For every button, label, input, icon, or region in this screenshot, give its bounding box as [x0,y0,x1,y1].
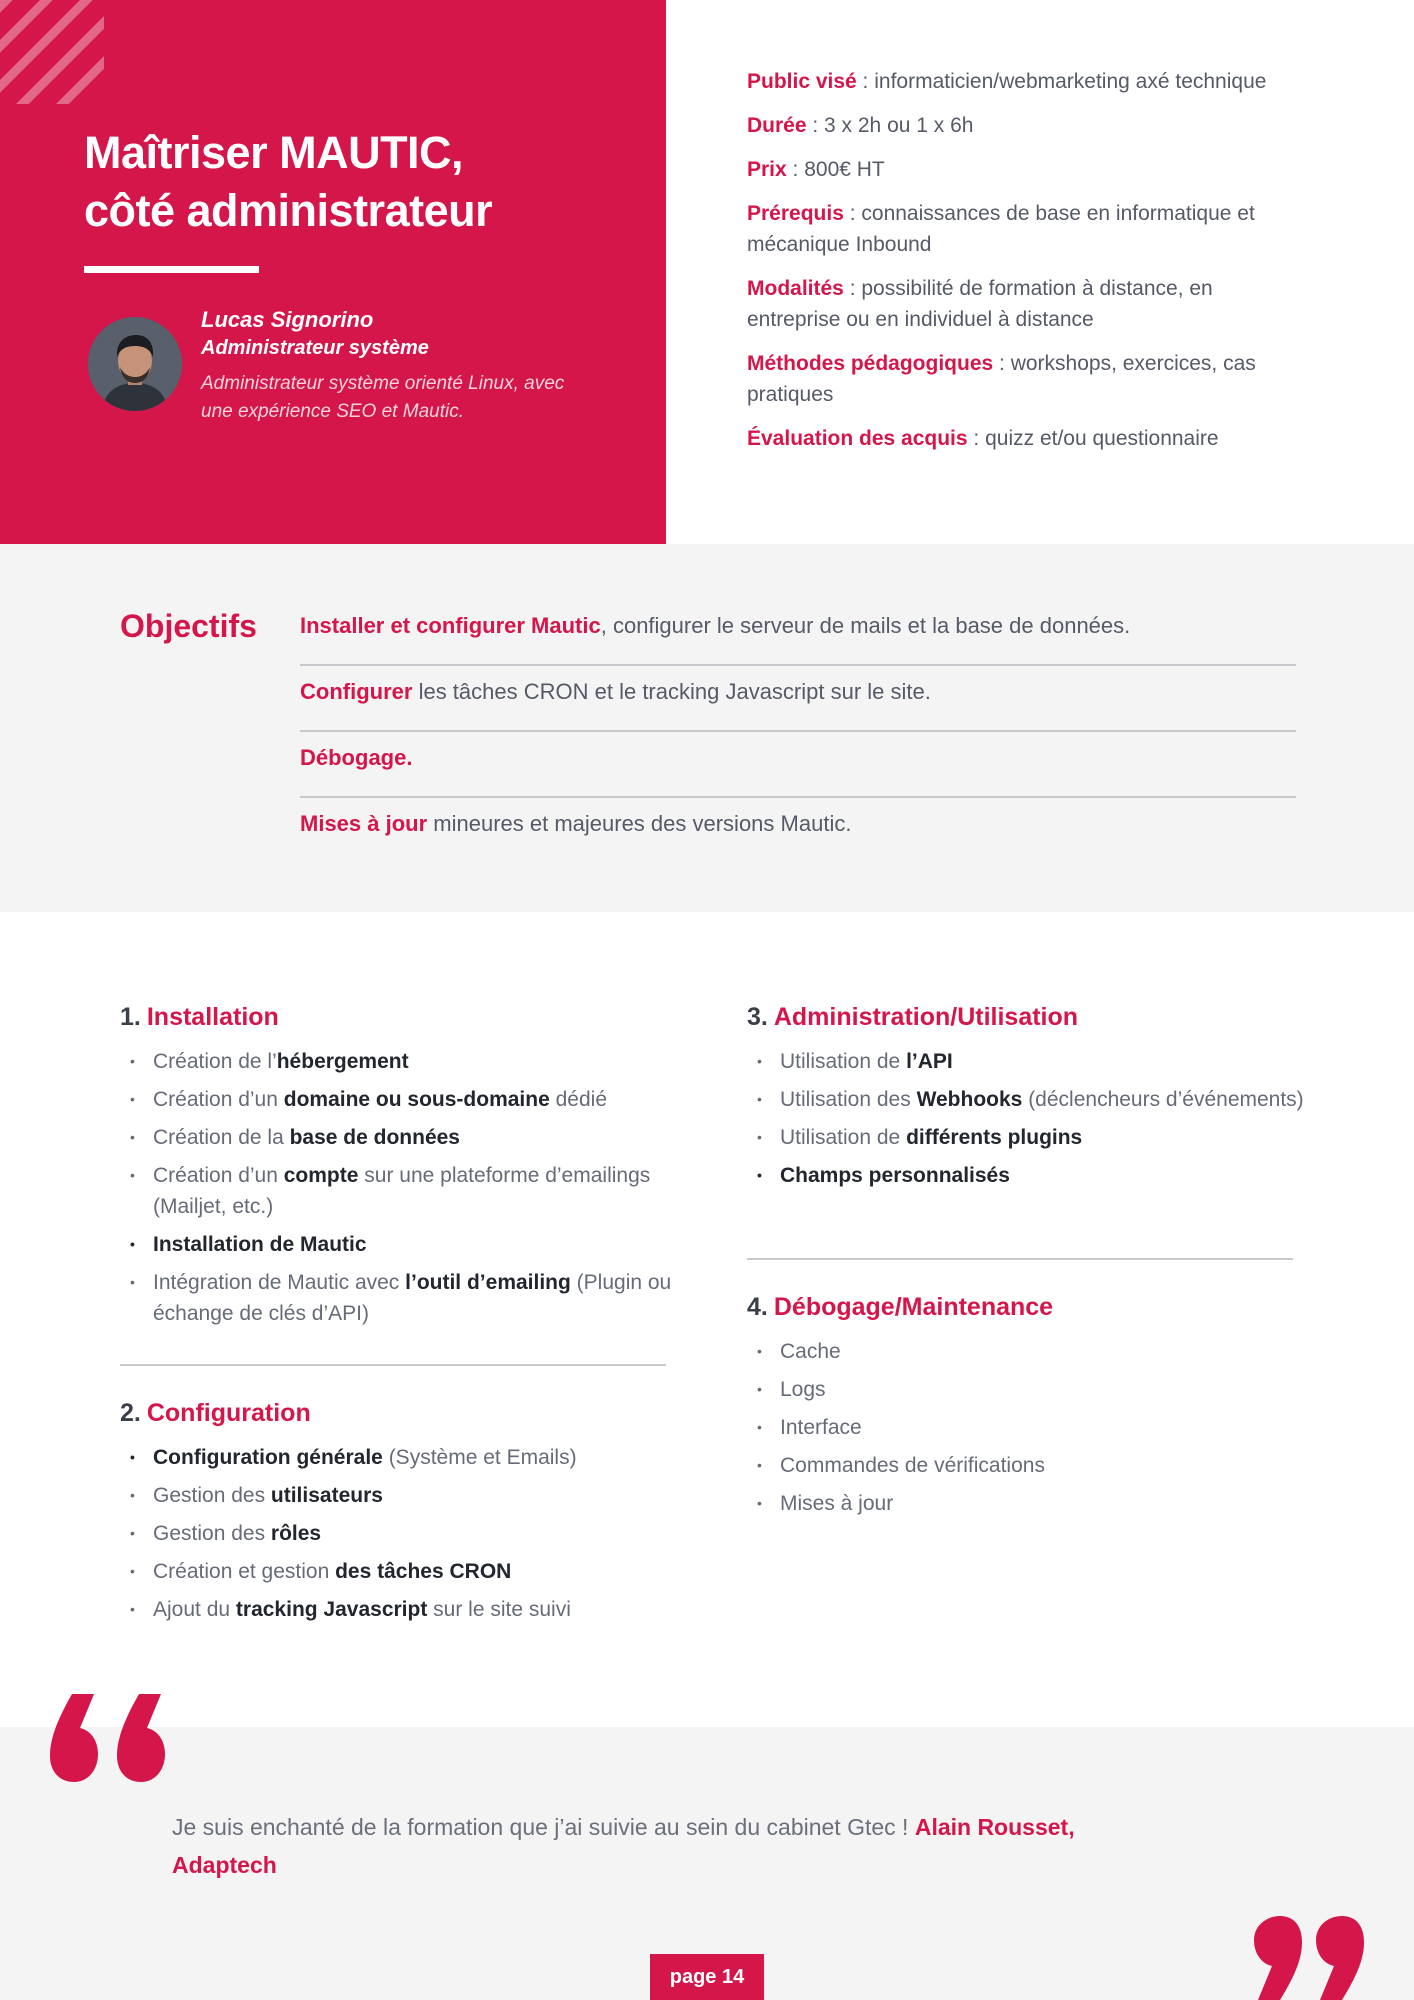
configuration-list [120,1442,680,1625]
installation-list [120,1046,680,1329]
list-item: • Création de la base de données [120,1122,680,1153]
list-item: • Mises à jour [747,1488,1307,1519]
list-item: • Commandes de vérifications [747,1450,1307,1481]
header-panel [0,0,666,544]
objectives-section [0,544,1414,912]
objective-item: Mises à jour mineures et majeures des versions Mautic. [300,811,852,836]
list-item: • Utilisation des Webhooks (déclencheurs d’événements) [747,1084,1307,1115]
list-item: • Installation de Mautic [120,1229,680,1260]
section-debogage [747,1290,1307,1526]
info-methodes: Méthodes pédagogiques : workshops, exercices, cas pratiques [747,352,1256,406]
section-divider [747,1258,1293,1260]
course-info [747,66,1307,467]
list-item: • Interface [747,1412,1307,1443]
section-heading: 4. Débogage/Maintenance [747,1293,1054,1321]
page-title [84,124,624,240]
testimonial-text: Je suis enchanté de la formation que j’ai suivie au sein du cabinet Gtec ! [172,1814,915,1840]
administration-list [747,1046,1307,1191]
quote-open-icon [50,1694,165,1784]
list-item: • Utilisation de différents plugins [747,1122,1307,1153]
info-modalites: Modalités : possibilité de formation à distance, en entreprise ou en individuel à distance [747,277,1213,331]
author-avatar [88,317,182,411]
testimonial-quote [172,1808,1132,1884]
author-role: Administrateur système [201,337,429,359]
section-heading: 3. Administration/Utilisation [747,1003,1079,1031]
list-item: • Création d’un compte sur une plateforme d’emailings (Mailjet, etc.) [120,1160,680,1222]
title-line-1: Maîtriser MAUTIC, [84,127,464,178]
list-item: • Gestion des utilisateurs [120,1480,680,1511]
objectives-title: Objectifs [120,608,257,644]
list-item: • Champs personnalisés [747,1160,1307,1191]
author-name: Lucas Signorino [201,307,374,332]
info-public: Public visé : informaticien/webmarketing axé technique [747,70,1267,93]
objective-item: Configurer les tâches CRON et le tracking Javascript sur le site. [300,666,1296,732]
objective-item: Débogage. [300,732,1296,798]
list-item: • Logs [747,1374,1307,1405]
quote-close-icon [1254,1916,1364,2000]
info-evaluation: Évaluation des acquis : quizz et/ou questionnaire [747,427,1219,450]
section-administration [747,1000,1307,1198]
section-configuration [120,1396,680,1632]
section-installation [120,1000,680,1336]
info-prerequis: Prérequis : connaissances de base en informatique et mécanique Inbound [747,202,1255,256]
list-item: • Configuration générale (Système et Emails) [120,1442,680,1473]
section-divider [120,1364,666,1366]
section-heading: 1. Installation [120,1003,279,1031]
objectives-list [300,600,1296,864]
objective-item: Installer et configurer Mautic, configurer le serveur de mails et la base de données. [300,600,1296,666]
list-item: • Création et gestion des tâches CRON [120,1556,680,1587]
list-item: • Intégration de Mautic avec l’outil d’emailing (Plugin ou échange de clés d’API) [120,1267,680,1329]
testimonial-author: Alain Rousset, Adaptech [172,1814,1075,1878]
section-heading: 2. Configuration [120,1399,311,1427]
list-item: • Cache [747,1336,1307,1367]
person-icon [88,317,182,411]
list-item: • Création d’un domaine ou sous-domaine dédié [120,1084,680,1115]
title-underline [84,266,259,273]
list-item: • Gestion des rôles [120,1518,680,1549]
title-line-2: côté administrateur [84,185,493,236]
page-number: page 14 [650,1954,764,2000]
info-prix: Prix : 800€ HT [747,158,885,181]
author-description: Administrateur système orienté Linux, avec une expérience SEO et Mautic. [201,373,565,422]
list-item: • Création de l’hébergement [120,1046,680,1077]
debogage-list [747,1336,1307,1519]
list-item: • Ajout du tracking Javascript sur le site suivi [120,1594,680,1625]
list-item: • Utilisation de l’API [747,1046,1307,1077]
info-duree: Durée : 3 x 2h ou 1 x 6h [747,114,974,137]
decorative-stripes [0,0,104,104]
